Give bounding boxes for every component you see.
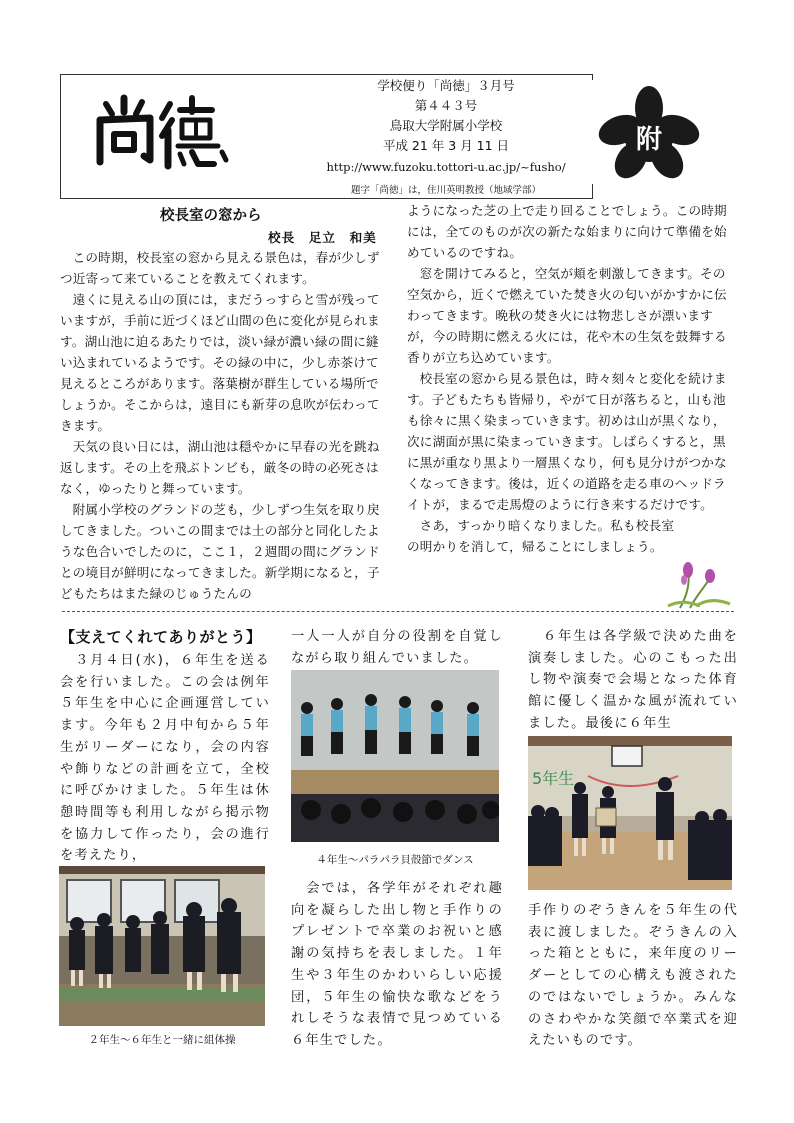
issue-number: 第４４３号 — [414, 98, 478, 113]
article2-column2-bottom — [291, 878, 503, 1052]
article2-column1 — [60, 650, 270, 867]
school-url[interactable]: http://www.fuzoku.tottori-u.ac.jp/~fusho/ — [326, 160, 566, 174]
photo-dance — [291, 670, 499, 842]
paragraph: ようになった芝の上で走り回ることでしょう。この時期には，全てのものが次の新たな始まりに向けて準備を始めているのですね。 — [407, 203, 727, 260]
photo-caption-dance: ４年生～パラパラ貝殻節でダンス — [316, 854, 474, 866]
section-divider — [62, 611, 734, 612]
article-author: 校長 足立 和美 — [268, 230, 377, 245]
emblem-glyph: 附 — [635, 125, 663, 155]
article-title-thanks: 【支えてくれてありがとう】 — [60, 628, 262, 646]
photo-gymnastics — [59, 866, 265, 1026]
flower-illustration — [660, 560, 732, 610]
paragraph: 会では，各学年がそれぞれ趣向を凝らした出し物と手作りのプレゼントで卒業のお祝いと感謝の気持ちを表しました。１年生や３年生のかわいらしい応援団，５年生の愉快な歌などをうれしそうな表情で見つめている６年生でした。 — [291, 881, 503, 1048]
paragraph: さあ，すっかり暗くなりました。私も校長室の明かりを消して，帰ることにしましょう。 — [407, 518, 675, 554]
article2-column3-bottom — [528, 900, 738, 1052]
article-title-principal: 校長室の窓から — [160, 208, 262, 224]
banner-text: 5年生 — [532, 769, 575, 788]
paragraph: 一人一人が自分の役割を自覚しながら取り組んでいました。 — [291, 629, 503, 666]
article1-left-column — [60, 247, 390, 604]
school-name: 鳥取大学附属小学校 — [389, 118, 503, 133]
paragraph: 附属小学校のグランドの芝も，少しずつ生気を取り戻してきました。ついこの間までは土の部分と同化したような色合いでしたのに，ここ１，２週間の間にグランドとの境目が鮮明になってきました。新学期になると，子どもたちはまた緑のじゅうたんの — [60, 502, 380, 601]
paragraph: 手作りのぞうきんを５年生の代表に渡しました。ぞうきんの入った箱とともに，来年度のリーダーとしての心構えも渡されたのではないでしょうか。みんなのさわやかな笑顔で卒業式を迎えたいものです。 — [528, 903, 738, 1049]
paragraph: ３月４日(水)，６年生を送る会を行いました。この会は例年５年生を中心に企画運営しています。今年も２月中旬から５年生がリーダーになり，会の内容や飾りなどの計画を立て，全校に呼びかけました。５年生は休憩時間等も利用しながら掲示物を協力して作ったり，会の進行を考えたり， — [60, 653, 270, 864]
photo-zoukin-presentation — [528, 736, 732, 890]
newsletter-title: 学校便り「尚徳」３月号 — [377, 78, 515, 93]
calligraphy-title — [92, 90, 232, 172]
issue-date: 平成 21 年 3 月 11 日 — [382, 138, 510, 153]
paragraph: 遠くに見える山の頂には，まだうっすらと雪が残っていますが，手前に近づくほど山間の色に変化が見られます。湖山池に迫るあたりでは，淡い緑が濃い緑の間に縫い込まれているようです。その緑の中に，少し赤茶けて見えるところがあります。落葉樹が群生している場所でしょうか。そこからは，遠目にも新芽の息吹が伝わってきます。 — [60, 292, 380, 433]
article1-right-column — [407, 200, 737, 557]
calligraphy-credit: 題字「尚徳」は，住川英明教授（地域学部） — [350, 185, 541, 196]
article2-column2-top — [291, 626, 503, 669]
paragraph: 天気の良い日には，湖山池は穏やかに早春の光を跳ね返します。その上を飛ぶトンビも，厳冬の時の必死さはなく，ゆったりと舞っています。 — [60, 439, 380, 496]
photo-caption-gymnastics: ２年生～６年生と一緒に組体操 — [88, 1034, 236, 1046]
paragraph: ６年生は各学級で決めた曲を演奏しました。心のこもった出し物や演奏で会場となった体育館に優しく温かな風が流れていました。最後に６年生 — [528, 629, 738, 731]
paragraph: この時期，校長室の窓から見える景色は，春が少しずつ近寄って来ていることを教えてくれます。 — [60, 250, 380, 286]
paragraph: 窓を開けてみると，空気が頬を刺激してきます。その空気から，近くで燃えていた焚き火の匂いがかすかに伝わってきます。晩秋の焚き火には物悲しさが漂いますが，今の時期に燃える火には，花や木の生気を鼓舞する香りが立ち込めています。 — [407, 266, 727, 365]
school-emblem — [586, 80, 712, 184]
article2-column3-top — [528, 626, 738, 735]
paragraph: 校長室の窓から見る景色は，時々刻々と変化を続けます。子どもたちも皆帰り，やがて日が落ちると，山も池も徐々に黒く染まっていきます。初めは山が黒くなり，次に湖面が黒に染まっていきます。しばらくすると，黒に黒が重なり黒より一層黒くなり，何も見分けがつかなくなってきます。後は，近くの道路を走る車のヘッドライトが，まるで走馬燈のように行き来するだけです。 — [407, 371, 727, 512]
